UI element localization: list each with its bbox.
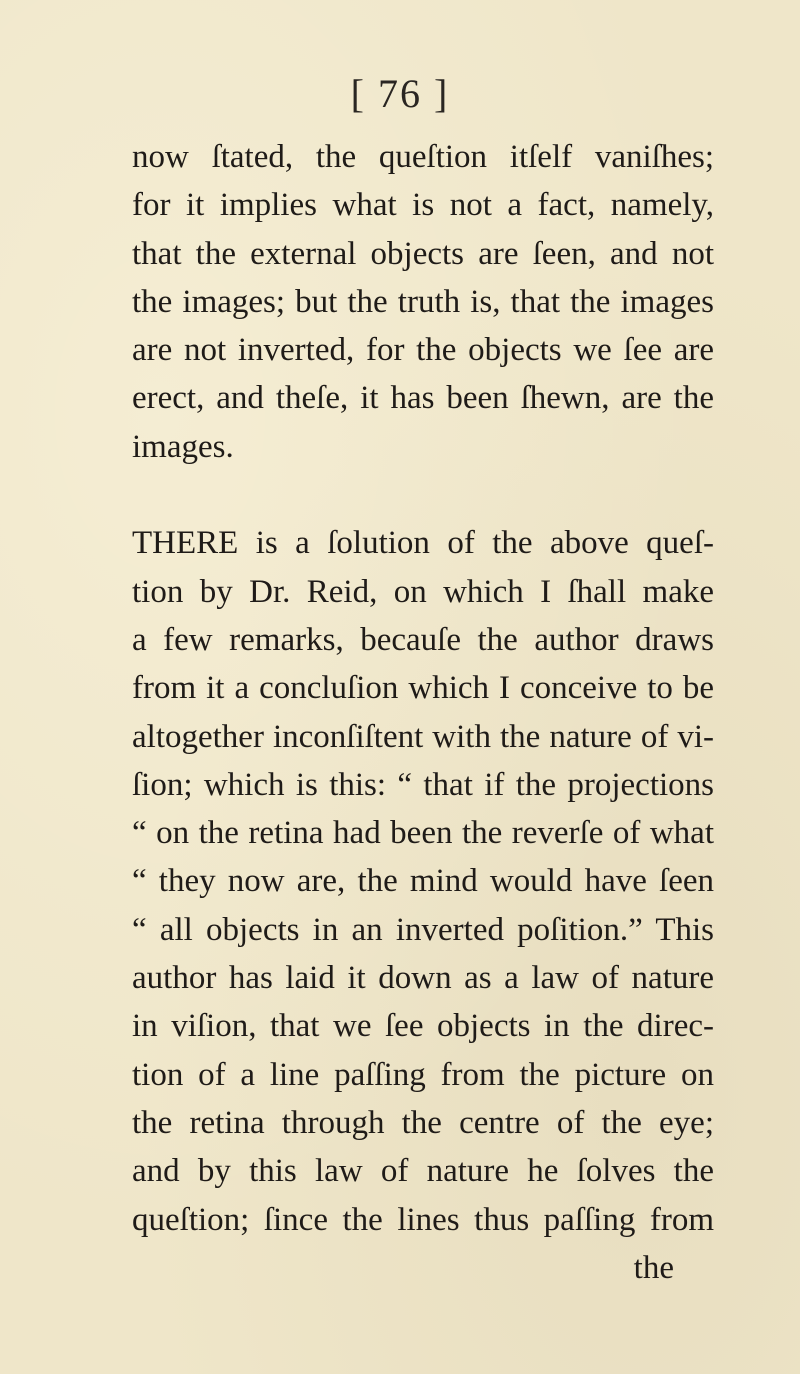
text-line: tion of a line paſſing from the picture on [132,1056,714,1093]
text-line: for it implies what is not a fact, namely, [132,187,714,224]
text-line: erect, and theſe, it has been ſhewn, are the [132,380,714,417]
text-line: from it a concluſion which I conceive to be [132,670,714,707]
text-line: a few remarks, becauſe the author draws [132,621,714,658]
text-line: author has laid it down as a law of nature [132,960,714,997]
text-line: the retina through the centre of the eye; [132,1104,714,1141]
text-line: that the external objects are ſeen, and not [132,235,714,272]
text-line: altogether inconſiſtent with the nature of vi- [132,718,714,755]
page-number-header: [ 76 ] [350,71,450,116]
text-line: are not inverted, for the objects we ſee are [132,332,714,369]
text-line: “ all objects in an inverted poſition.” This [132,911,714,948]
text-line: queſtion; ſince the lines thus paſſing from [132,1201,714,1238]
text-line: THERE is a ſolution of the above queſ- [132,525,714,562]
paragraph-1 [132,133,714,471]
text-line: “ on the retina had been the reverſe of what [132,815,714,852]
catchword: the [633,1249,674,1286]
text-line: tion by Dr. Reid, on which I ſhall make [132,573,714,610]
text-line: “ they now are, the mind would have ſeen [132,863,714,900]
paragraph-gap [132,471,714,519]
text-line: now ſtated, the queſtion itſelf vaniſhes; [132,139,714,175]
text-line: ſion; which is this: “ that if the projections [132,766,714,803]
text-line: images. [132,428,234,465]
paragraph-2 [132,519,714,1243]
text-line: and by this law of nature he ſolves the [132,1153,714,1190]
text-line: in viſion, that we ſee objects in the direc- [132,1008,714,1045]
text-line: the images; but the truth is, that the images [132,283,714,320]
page-body [132,133,714,1292]
